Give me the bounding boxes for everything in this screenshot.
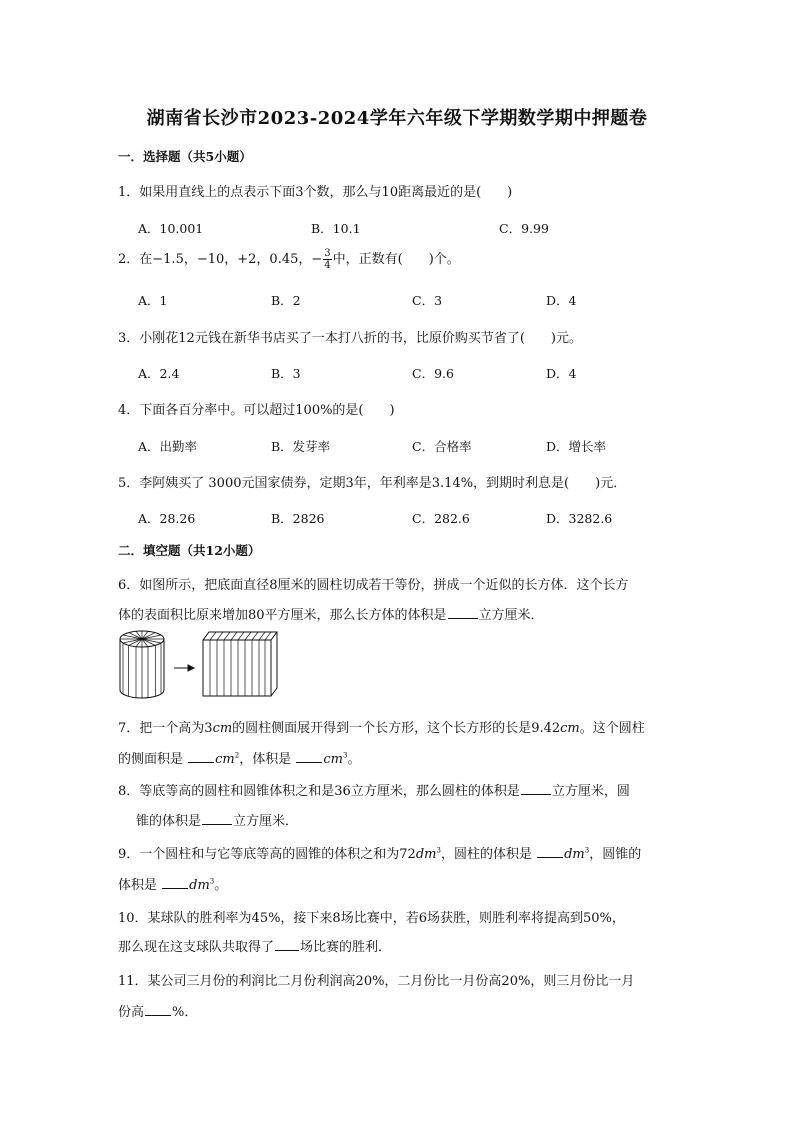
arrow-head xyxy=(188,665,194,671)
question-8-line2 xyxy=(136,810,298,829)
q7-text-a: 7．把一个高为 xyxy=(118,721,205,736)
q6-text-before: 体的表面积比原来增加80平方厘米，那么长方体的体积是 xyxy=(118,608,447,623)
q7-text-c: 。这个圆柱 xyxy=(579,721,645,736)
q9-text-d: 体积是 xyxy=(118,878,162,893)
q2-option-b: B．2 xyxy=(271,293,301,308)
q5-option-a: A．28.26 xyxy=(138,511,196,526)
q9-cone-exponent: 3 xyxy=(209,877,215,886)
question-9-line2 xyxy=(118,874,227,893)
q10-text-a: 那么现在这支球队共取得了 xyxy=(118,940,275,955)
section-heading-fill: 二．填空题（共12小题） xyxy=(118,543,261,558)
q1-option-a: A．10.001 xyxy=(138,221,204,236)
q5-option-b: B．2826 xyxy=(271,511,325,526)
q8-cone-blank xyxy=(202,812,232,825)
q4-option-a: A．出勤率 xyxy=(138,439,198,454)
q2-option-a: A．1 xyxy=(138,293,168,308)
q7-text-d: 的侧面积是 xyxy=(118,752,188,767)
q11-text-b: %． xyxy=(172,1005,198,1020)
section-heading-choice: 一．选择题（共5小题） xyxy=(118,149,252,164)
question-1: 1．如果用直线上的点表示下面3个数，那么与10距离最近的是( ) xyxy=(118,185,513,200)
q4-option-d: D．增长率 xyxy=(546,439,607,454)
q7-text-b: 的圆柱侧面展开得到一个长方形，这个长方形的长是 xyxy=(232,721,532,736)
q8-text-c: 锥的体积是 xyxy=(136,814,202,829)
q7-length-unit: cm xyxy=(560,721,580,736)
q9-text-a: 9．一个圆柱和与它等底等高的圆锥的体积之和为 xyxy=(118,847,400,862)
q9-cylinder-unit: dm xyxy=(564,847,585,862)
q9-sum-exponent: 3 xyxy=(436,846,441,855)
question-7-line1 xyxy=(118,717,645,736)
q5-option-d: D．3282.6 xyxy=(546,511,613,526)
q1-option-b: B．10.1 xyxy=(311,221,361,236)
q9-text-e: 。 xyxy=(214,878,228,893)
question-7-line2 xyxy=(118,748,360,767)
question-6-line1: 6．如图所示，把底面直径8厘米的圆柱切成若干等份，拼成一个近似的长方体．这个长方 xyxy=(118,578,629,593)
q8-text-b: 立方厘米，圆 xyxy=(551,784,630,799)
q7-area-exponent: 2 xyxy=(234,751,240,760)
q9-sum-value: 72 xyxy=(399,847,416,862)
q9-cone-unit: dm xyxy=(189,878,210,893)
q9-sum-unit: dm xyxy=(415,847,437,862)
q3-option-a: A．2.4 xyxy=(138,366,180,381)
q9-cylinder-exponent: 3 xyxy=(584,846,590,855)
question-4: 4．下面各百分率中。可以超过100%的是( ) xyxy=(118,403,395,418)
q6-answer-blank xyxy=(448,606,478,619)
q2-frac-num: 3 xyxy=(324,248,331,259)
q8-cylinder-blank xyxy=(521,782,551,795)
q7-area-blank xyxy=(188,750,214,763)
q6-text-after: 立方厘米． xyxy=(478,608,544,623)
q2-option-d: D．4 xyxy=(546,293,577,308)
question-8-line1 xyxy=(118,780,630,799)
question-2 xyxy=(118,248,460,271)
question-11-line2 xyxy=(118,1001,197,1020)
q3-option-b: B．3 xyxy=(271,366,301,381)
q7-height-value: 3 xyxy=(204,721,213,736)
q8-text-d: 立方厘米． xyxy=(233,814,299,829)
q4-option-b: B．发芽率 xyxy=(271,439,331,454)
cuboid-front xyxy=(203,640,271,696)
cuboid-side xyxy=(271,632,277,696)
cylinder-to-cuboid-figure xyxy=(118,628,278,700)
q2-text-before: 2．在−1.5，−10，+2，0.45，− xyxy=(118,252,323,267)
q9-cone-blank xyxy=(162,876,188,889)
q10-answer-blank xyxy=(275,938,299,951)
question-11-line1: 11．某公司三月份的利润比二月份利润高20%，二月份比一月份高20%，则三月份比一月 xyxy=(118,974,635,989)
q9-text-c: ，圆锥的 xyxy=(589,847,642,862)
page-title: 湖南省长沙市2023-2024学年六年级下学期数学期中押题卷 xyxy=(146,108,648,129)
q4-option-c: C．合格率 xyxy=(412,439,472,454)
question-6-line2 xyxy=(118,604,544,623)
q11-answer-blank xyxy=(145,1003,171,1016)
q9-text-b: ，圆柱的体积是 xyxy=(440,847,537,862)
q7-volume-blank xyxy=(296,750,322,763)
q2-frac-den: 4 xyxy=(324,260,331,271)
q2-text-after: 中，正数有( )个。 xyxy=(332,252,460,267)
question-10-line1: 10．某球队的胜利率为45%，接下来8场比赛中，若6场获胜，则胜利率将提高到50%， xyxy=(118,911,625,926)
question-5: 5．李阿姨买了 3000元国家债券，定期3年，年利率是3.14%，到期时利息是( )元． xyxy=(118,476,627,491)
q3-option-c: C．9.6 xyxy=(412,366,454,381)
q10-text-b: 场比赛的胜利． xyxy=(300,940,392,955)
q7-length-value: 9.42 xyxy=(531,721,561,736)
q7-height-unit: cm xyxy=(212,721,233,736)
question-9-line1 xyxy=(118,843,641,862)
q8-text-a: 8．等底等高的圆柱和圆锥体积之和是36立方厘米，那么圆柱的体积是 xyxy=(118,784,520,799)
q1-option-c: C．9.99 xyxy=(499,221,549,236)
q7-area-unit: cm xyxy=(215,752,235,767)
cuboid-slices xyxy=(210,632,271,696)
question-3: 3．小刚花12元钱在新华书店买了一本打八折的书，比原价购买节省了( )元。 xyxy=(118,331,582,346)
q3-option-d: D．4 xyxy=(546,366,577,381)
q7-text-f: 。 xyxy=(347,752,361,767)
q2-option-c: C．3 xyxy=(412,293,443,308)
q7-text-e: ，体积是 xyxy=(239,752,296,767)
q2-fraction xyxy=(323,248,331,271)
q5-option-c: C．282.6 xyxy=(412,511,470,526)
question-10-line2 xyxy=(118,936,391,955)
q9-cylinder-blank xyxy=(537,845,563,858)
q11-text-a: 份高 xyxy=(118,1005,145,1020)
q7-volume-unit: cm xyxy=(323,752,343,767)
cylinder-side-lines xyxy=(123,643,161,698)
q7-volume-exponent: 3 xyxy=(342,751,348,760)
